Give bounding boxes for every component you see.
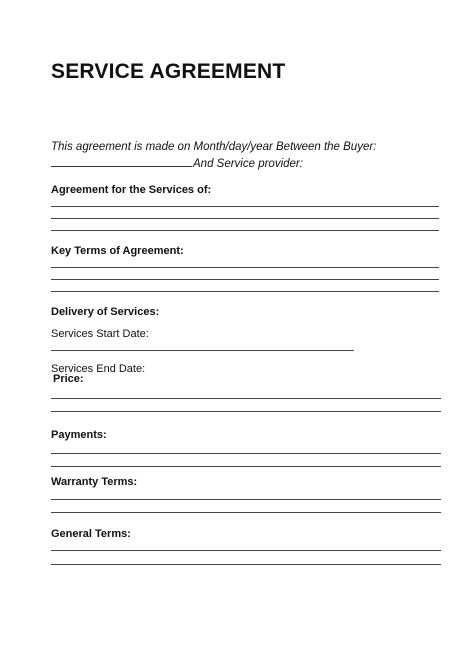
- general-line-1[interactable]: [51, 550, 441, 551]
- start-date-label: Services Start Date:: [51, 328, 149, 340]
- general-line-2[interactable]: [51, 564, 441, 565]
- warranty-heading: Warranty Terms:: [51, 476, 138, 488]
- services-line-2[interactable]: [51, 218, 439, 219]
- payments-line-1[interactable]: [51, 453, 441, 454]
- key-terms-heading: Key Terms of Agreement:: [51, 245, 184, 257]
- services-line-1[interactable]: [51, 206, 439, 207]
- end-date-label: Services End Date:: [51, 363, 146, 375]
- general-heading: General Terms:: [51, 528, 131, 540]
- payments-heading: Payments:: [51, 429, 107, 441]
- intro-line-1: This agreement is made on Month/day/year Between the Buyer:: [51, 141, 377, 153]
- intro-line-2-text: And Service provider:: [193, 158, 303, 170]
- warranty-line-2[interactable]: [51, 512, 441, 513]
- buyer-name-blank[interactable]: [51, 156, 192, 167]
- warranty-line-1[interactable]: [51, 499, 441, 500]
- price-line-2[interactable]: [51, 411, 441, 412]
- delivery-heading: Delivery of Services:: [51, 306, 160, 318]
- price-heading: Price:: [53, 373, 84, 385]
- price-line-1[interactable]: [51, 398, 441, 399]
- key-terms-line-3[interactable]: [51, 291, 439, 292]
- payments-line-2[interactable]: [51, 466, 441, 467]
- key-terms-line-2[interactable]: [51, 279, 439, 280]
- start-date-line[interactable]: [51, 350, 354, 351]
- document-title: SERVICE AGREEMENT: [51, 60, 286, 83]
- key-terms-line-1[interactable]: [51, 267, 439, 268]
- intro-line-2: [51, 156, 303, 170]
- services-heading: Agreement for the Services of:: [51, 184, 212, 196]
- services-line-3[interactable]: [51, 230, 439, 231]
